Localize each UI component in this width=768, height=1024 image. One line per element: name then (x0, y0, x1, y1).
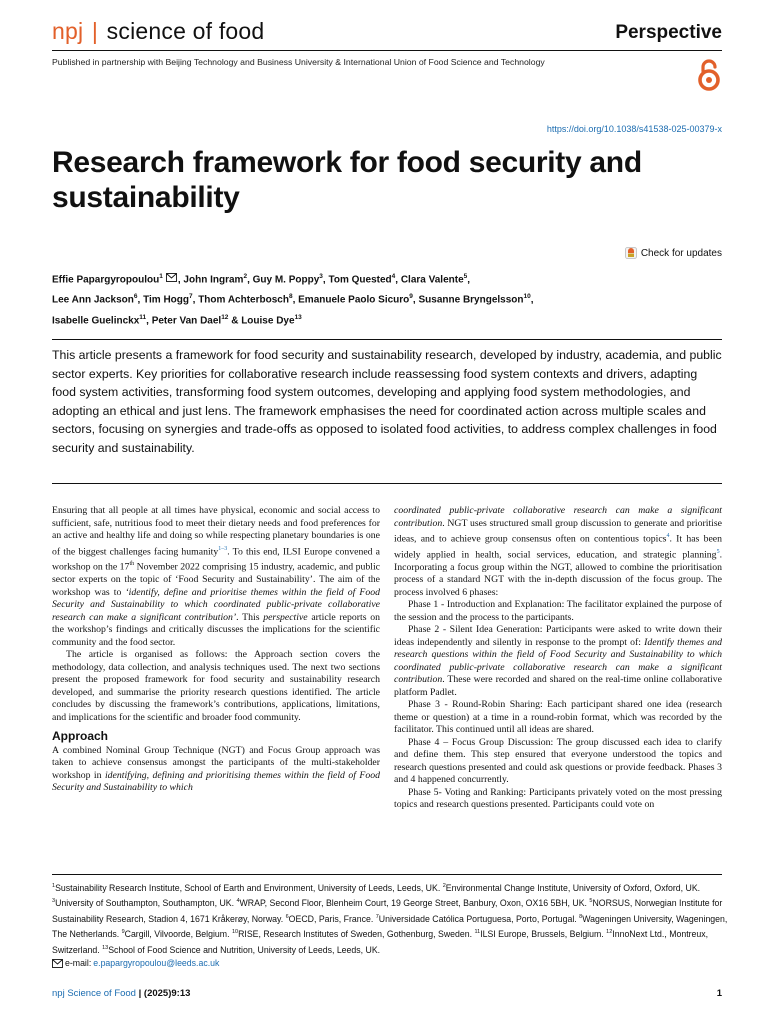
doi-link[interactable]: https://doi.org/10.1038/s41538-025-00379-x (546, 124, 722, 134)
author-affiliation-sup: 1 (159, 273, 163, 280)
author-name[interactable]: Tom Quested (328, 274, 392, 286)
author-affiliation-sup: 8 (288, 293, 293, 301)
envelope-icon (52, 959, 63, 968)
body-paragraph: The article is organised as follows: the Approach section covers the methodology, data collection, and analysis techniques used. The next two sections present the proposed framework for food security and sustainability research developed, and summarise the priority research questions identified. The article concludes by discussing the framework’s contributions, applications, limitations, and implications for the scientific and broader food community. (52, 649, 380, 723)
article-title: Research framework for food security and sustainability (52, 146, 642, 214)
partnership-note: Published in partnership with Beijing Technology and Business University & International Union of Food Science and Technology (52, 57, 545, 67)
phase-paragraph: Phase 4 – Focus Group Discussion: The group discussed each idea to clarify and define them. This step ensured that everyone understood the topics and research questions presented and could ask questions or provide feedback. Phases 3 and 4 happened concurrently. (394, 736, 722, 785)
affiliation-number: 7 (375, 913, 379, 920)
affiliations-block (52, 880, 732, 971)
affiliation-text: Sustainability Research Institute, School of Earth and Environment, University of Leeds, Leeds, UK. (55, 882, 443, 893)
affiliation-text: OECD, Paris, France. (288, 913, 376, 924)
journal-brand: npj (52, 18, 84, 44)
affiliation-text: RISE, Research Institutes of Sweden, Gothenburg, Sweden. (238, 929, 475, 940)
affiliation-number: 1 (52, 883, 56, 889)
affiliation-text: NORSUS, Norwegian Institute for Sustainability Research, Stadion 4, 1671 Kråkerøy, Norway. (52, 898, 723, 924)
author-affiliation-sup: 4 (391, 273, 396, 280)
affiliation-text: WRAP, Second Floor, Blenheim Court, 19 George Street, Banbury, Oxon, OX16 5BH, UK. (239, 898, 590, 909)
citation-ref[interactable]: 1–3 (218, 545, 228, 552)
corresponding-author-envelope-icon[interactable] (166, 273, 177, 282)
footer-citation (52, 988, 190, 999)
affiliation-text: InnoNext Ltd., Montreux, Switzerland. (52, 929, 709, 955)
author-affiliation-sup: 6 (133, 293, 138, 301)
author-name[interactable]: Isabelle Guelinckx (52, 314, 140, 326)
abstract: This article presents a framework for food security and sustainability research, developed by industry, academia, and public sector experts. Key priorities for collaborative research include reassessing food system contexts and drivers, adapting food system activities, transforming food system outcomes, developing and applying food system methodologies, and adopting an ethical and just lens. The framework emphasises the need for coordinated action across multiple scales and sectors, focusing on synergies and trade-offs as opposed to isolated food activities, to address complex challenges in food security and sustainability. (52, 348, 722, 455)
correspondence-email (52, 957, 732, 971)
footer-volume: | (2025)9:13 (138, 988, 191, 999)
body-paragraph: A combined Nominal Group Technique (NGT) and Focus Group approach was taken to achieve consensus amongst the participants of the multi-stakeholder workshop in identifying, defining and prioritising themes within the field of Food Security and Sustainability to which (52, 744, 380, 793)
author-name[interactable]: Peter Van Dael (151, 314, 222, 326)
affiliation-number: 13 (102, 944, 109, 951)
affiliation-number: 3 (52, 898, 56, 905)
check-for-updates-button[interactable] (625, 247, 722, 259)
author-name[interactable]: John Ingram (183, 274, 244, 286)
affiliation-number: 11 (474, 929, 481, 936)
check-for-updates-label: Check for updates (640, 247, 722, 259)
affiliation-text: ILSI Europe, Brussels, Belgium. (480, 929, 607, 940)
affiliation-number: 4 (236, 898, 240, 905)
author-name[interactable]: Clara Valente (400, 274, 464, 286)
abstract-top-divider (52, 339, 722, 340)
author-affiliation-sup: 7 (189, 293, 193, 301)
affiliation-text: University of Southampton, Southampton, UK. (55, 898, 237, 909)
affiliation-number: 2 (442, 883, 446, 889)
phase-paragraph: Phase 2 - Silent Idea Generation: Participants were asked to write down their ideas independently and silently in response to the prompt of: Identify themes and research questions within the field of Food Security and Sustainability to which coordinated public-private collaborative research can make a significant contribution. These were recorded and shared on the real-time online collaborative platform Padlet. (394, 624, 722, 698)
affiliation-text: School of Food Science and Nutrition, University of Leeds, Leeds, UK. (108, 944, 381, 955)
author-affiliation-sup: 13 (294, 313, 302, 321)
author-name[interactable]: Guy M. Poppy (252, 274, 320, 286)
affiliation-text: Wageningen University, Wageningen, The Netherlands. (52, 913, 728, 940)
affiliation-number: 12 (606, 929, 613, 936)
author-name[interactable]: Thom Achterbosch (198, 294, 289, 306)
affiliations-divider (52, 874, 722, 875)
citation-ref[interactable]: 5 (716, 548, 720, 555)
footer-journal-name[interactable]: npj Science of Food (52, 988, 136, 999)
check-for-updates-icon (625, 247, 637, 259)
phase-paragraph: Phase 3 - Round-Robin Sharing: Each participant shared one idea (research theme or question) at a time in a round-robin format, which was recorded by the facilitator. This continued until all ideas are shared. (394, 699, 722, 735)
body-paragraph: Ensuring that all people at all times have physical, economic and social access to sufficient, safe, nutritious food to meet their dietary needs and food preferences for an active and healthy life and doing so while respecting planetary boundaries is one of the biggest challenges facing humanity$^{1-3}$. To this end, ILSI Europe convened a workshop on the 17th November 2022 comprising 15 industry, academic, and public sector experts on the topic of ‘Food Security and Sustainability’. The aim of the workshop was to ‘identify, define and prioritise themes within the field of Food Security and Sustainability to which coordinated public-private collaborative research can make a significant contribution’. This perspective article reports on the workshop’s findings and critically discusses the implications for the scientific community and the food sector. (52, 505, 380, 648)
citation-ref[interactable]: 4 (666, 533, 670, 539)
article-type-label: Perspective (615, 22, 722, 43)
author-name[interactable]: Louise Dye (241, 314, 295, 326)
journal-name: science of food (106, 18, 265, 44)
author-name[interactable]: Effie Papargyropoulou (52, 274, 160, 286)
affiliation-number: 10 (231, 929, 239, 936)
affiliations-text (52, 880, 732, 957)
author-affiliation-sup: 5 (463, 273, 468, 280)
phase-paragraph: Phase 5- Voting and Ranking: Participants privately voted on the most pressing topics and research questions presented. Participants could vote on (394, 786, 722, 810)
header-divider (52, 50, 722, 51)
body-column-right (394, 505, 722, 812)
author-affiliation-sup: 2 (243, 273, 248, 280)
page-number: 1 (716, 988, 722, 999)
phase-paragraph: Phase 1 - Introduction and Explanation: The facilitator explained the purpose of the session and the process to the participants. (394, 599, 722, 623)
journal-separator: | (91, 18, 99, 44)
affiliation-text: Universidade Católica Portuguesa, Porto, Portugal. (378, 913, 580, 924)
email-label: e-mail: (65, 958, 92, 969)
affiliation-text: Cargill, Vilvoorde, Belgium. (124, 929, 232, 940)
section-heading-approach: Approach (52, 729, 109, 743)
body-column-left (52, 505, 380, 795)
author-affiliation-sup: 12 (221, 313, 229, 321)
author-name[interactable]: Lee Ann Jackson (52, 294, 134, 306)
affiliation-number: 6 (285, 913, 289, 920)
affiliation-number: 8 (579, 913, 583, 920)
author-name[interactable]: Susanne Bryngelsson (418, 294, 524, 306)
author-name[interactable]: Emanuele Paolo Sicuro (298, 294, 410, 306)
author-affiliation-sup: 9 (409, 293, 413, 301)
body-paragraph: coordinated public-private collaborative research can make a significant contribution. NGT uses structured small group discussion to generate and prioritise ideas, and to achieve group consensus often on contentious topics$^4$. It has been widely applied in health, social services, education, and strategic planning$^5$. Incorporating a focus group within the NGT, allowed to combine the prioritisation process of a standard NGT with the in-depth discussion of the focus group. The process involved 6 phases: (394, 505, 722, 598)
email-link[interactable]: e.papargyropoulou@leeds.ac.uk (93, 958, 220, 969)
author-affiliation-sup: 3 (319, 273, 323, 280)
author-list: Effie Papargyropoulou$^1$ , John Ingram$^2$, Guy M. Poppy$^3$, Tom Quested$^4$, Clara Valente$^5$, Lee Ann Jackson$^6$, Tim Hogg$^7$, Thom Achterbosch$^8$, Emanuele Paolo Sicuro$^9$, Susanne Bryngelsson$^{10}$, Isabelle Guelinckx$^{11}$, Peter Van Dael$^{12}$ & Louise Dye$^{13}$ (52, 273, 534, 326)
author-affiliation-sup: 10 (523, 293, 531, 301)
author-affiliation-sup: 11 (139, 313, 147, 321)
journal-title (52, 18, 264, 45)
abstract-bottom-divider (52, 483, 722, 484)
affiliation-number: 9 (121, 929, 125, 936)
affiliation-number: 5 (589, 898, 593, 905)
affiliation-text: Environmental Change Institute, University of Oxford, Oxford, UK. (445, 882, 701, 893)
open-access-lock-icon[interactable] (696, 58, 722, 92)
author-name[interactable]: Tim Hogg (143, 294, 190, 306)
